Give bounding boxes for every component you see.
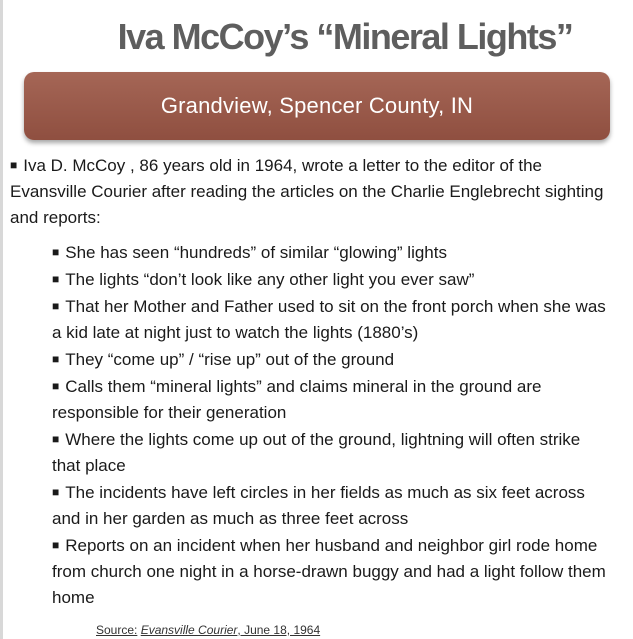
list-item [52, 373, 610, 426]
claims-list [10, 239, 610, 611]
list-item-text: They “come up” / “rise up” out of the ground [65, 350, 395, 369]
bullet-icon: ■ [52, 245, 60, 259]
intro-paragraph [10, 152, 610, 231]
bullet-icon: ■ [52, 432, 60, 446]
slide-left-edge [0, 0, 3, 639]
list-item [52, 239, 610, 266]
list-item-text: The incidents have left circles in her fields as much as six feet across and in her garden as much as three feet across [52, 483, 585, 528]
slide-body [10, 152, 610, 611]
list-item-text: She has seen “hundreds” of similar “glowing” lights [65, 243, 447, 262]
source-label: Source: [96, 623, 138, 637]
source-date: , June 18, 1964 [237, 623, 321, 637]
list-item [52, 532, 610, 611]
bullet-icon: ■ [10, 158, 18, 172]
source-publication: Evansville Courier [140, 623, 238, 637]
location-banner-text: Grandview, Spencer County, IN [160, 93, 474, 118]
bullet-icon: ■ [52, 352, 60, 366]
bullet-icon: ■ [52, 485, 60, 499]
list-item-text: Calls them “mineral lights” and claims mineral in the ground are responsible for their generation [52, 377, 542, 422]
list-item [52, 293, 610, 346]
list-item-text: That her Mother and Father used to sit on the front porch when she was a kid late at night just to watch the lights (1880’s) [52, 297, 606, 342]
list-item-text: The lights “don’t look like any other light you ever saw” [65, 270, 475, 289]
intro-text: Iva D. McCoy , 86 years old in 1964, wrote a letter to the editor of the Evansville Courier after reading the articles on the Charlie Englebrecht sighting and reports: [10, 156, 604, 227]
list-item [52, 266, 610, 293]
bullet-icon: ■ [52, 272, 60, 286]
location-banner [24, 72, 610, 140]
bullet-icon: ■ [52, 379, 60, 393]
list-item [52, 346, 610, 373]
source-citation [96, 623, 320, 637]
list-item [52, 479, 610, 532]
bullet-icon: ■ [52, 299, 60, 313]
list-item-text: Where the lights come up out of the ground, lightning will often strike that place [52, 430, 581, 475]
list-item [52, 426, 610, 479]
list-item-text: Reports on an incident when her husband and neighbor girl rode home from church one night in a horse-drawn buggy and had a light follow them home [52, 536, 606, 607]
bullet-icon: ■ [52, 538, 60, 552]
slide-title: Iva McCoy’s “Mineral Lights” [117, 16, 573, 57]
